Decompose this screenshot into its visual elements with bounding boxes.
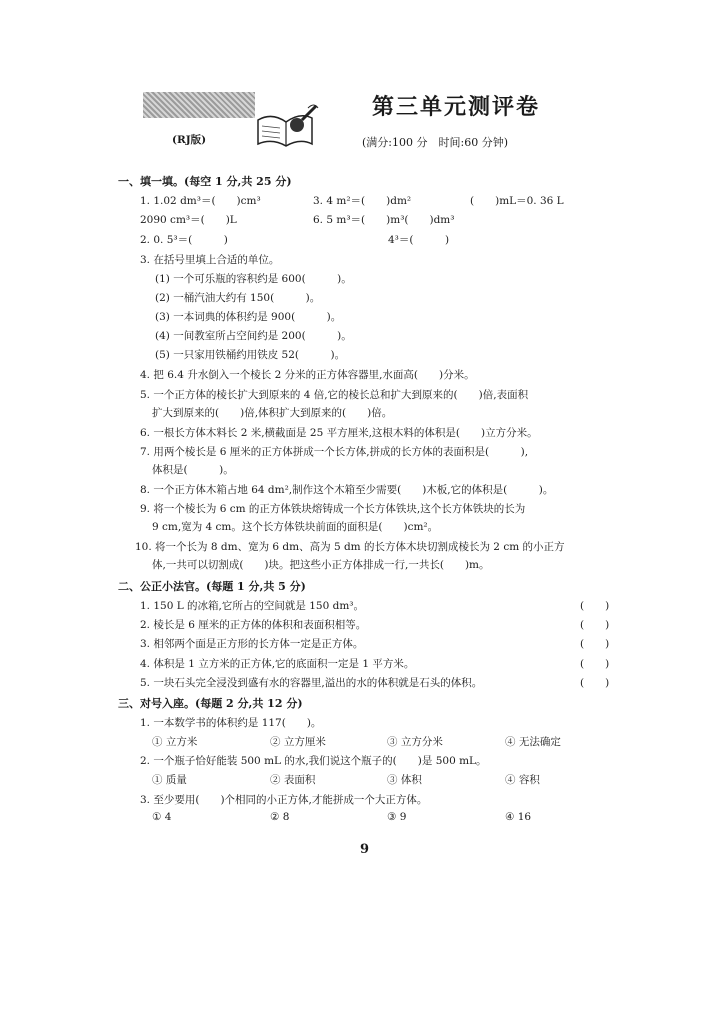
s1-q9a: 9. 将一个棱长为 6 cm 的正方体铁块熔铸成一个长方体铁块,这个长方体铁块的长为	[140, 503, 526, 515]
s2-answer-paren: ( )	[580, 600, 610, 612]
s1-q3-3: (3) 一本词典的体积约是 900( )。	[155, 311, 342, 323]
s2-item: 2. 棱长是 6 厘米的正方体的体积和表面积相等。	[140, 619, 367, 631]
s3-q2-option: ② 表面积	[270, 774, 316, 786]
s1-q2b: 4³＝( )	[388, 234, 450, 246]
section-2-heading: 二、公正小法官。(每题 1 分,共 5 分)	[118, 580, 306, 593]
s3-q2: 2. 一个瓶子恰好能装 500 mL 的水,我们说这个瓶子的( )是 500 mL。	[140, 755, 487, 767]
s1-q3: 3. 在括号里填上合适的单位。	[140, 254, 280, 266]
s1-q3-5: (5) 一只家用铁桶约用铁皮 52( )。	[155, 349, 346, 361]
s1-q3-4: (4) 一间教室所占空间约是 200( )。	[155, 330, 352, 342]
s3-q3-option: ② 8	[270, 811, 290, 823]
s1-q2a: 2. 0. 5³＝( )	[140, 234, 228, 246]
s1-q5b: 扩大到原来的( )倍,体积扩大到原来的( )倍。	[152, 407, 393, 419]
score-time-info: (满分:100 分 时间:60 分钟)	[362, 136, 508, 149]
s3-q1-option: ③ 立方分米	[387, 736, 443, 748]
s3-q1: 1. 一本数学书的体积约是 117( )。	[140, 717, 322, 729]
s2-answer-paren: ( )	[580, 658, 610, 670]
s3-q3-option: ① 4	[152, 811, 172, 823]
s1-q10a: 10. 将一个长为 8 dm、宽为 6 dm、高为 5 dm 的长方体木块切割成棱长为 2 cm 的小正方	[135, 541, 565, 553]
s3-q1-option: ② 立方厘米	[270, 736, 326, 748]
s1-q7a: 7. 用两个棱长是 6 厘米的正方体拼成一个长方体,拼成的长方体的表面积是( ),	[140, 446, 529, 458]
s1-q1b: 3. 4 m²＝( )dm²	[313, 195, 412, 207]
s3-q3-option: ③ 9	[387, 811, 407, 823]
edition-label: (RJ版)	[172, 134, 207, 146]
s1-q1a: 1. 1.02 dm³＝( )cm³	[140, 195, 261, 207]
s2-answer-paren: ( )	[580, 619, 610, 631]
page-number: 9	[360, 842, 370, 857]
s2-answer-paren: ( )	[580, 677, 610, 689]
s1-q9b: 9 cm,宽为 4 cm。这个长方体铁块前面的面积是( )cm²。	[152, 521, 439, 533]
s1-q8: 8. 一个正方体木箱占地 64 dm²,制作这个木箱至少需要( )木板,它的体积是( )。	[140, 484, 554, 496]
s1-q3-1: (1) 一个可乐瓶的容积约是 600( )。	[155, 273, 352, 285]
s2-item: 1. 150 L 的冰箱,它所占的空间就是 150 dm³。	[140, 600, 364, 612]
s1-q10b: 体,一共可以切割成( )块。把这些小正方体排成一行,一共长( )m。	[152, 559, 490, 571]
section-3-heading: 三、对号入座。(每题 2 分,共 12 分)	[118, 697, 303, 710]
s2-item: 4. 体积是 1 立方米的正方体,它的底面积一定是 1 平方米。	[140, 658, 415, 670]
s3-q2-option: ③ 体积	[387, 774, 422, 786]
s3-q3-option: ④ 16	[505, 811, 532, 823]
s1-q1e: 6. 5 m³＝( )m³( )dm³	[313, 214, 455, 226]
s2-item: 5. 一块石头完全浸没到盛有水的容器里,溢出的水的体积就是石头的体积。	[140, 677, 483, 689]
s1-q7b: 体积是( )。	[152, 464, 234, 476]
s1-q6: 6. 一根长方体木料长 2 米,横截面是 25 平方厘米,这根木料的体积是( )立方分米。	[140, 427, 538, 439]
s3-q1-option: ① 立方米	[152, 736, 198, 748]
page-title: 第三单元测评卷	[372, 94, 541, 120]
s3-q2-option: ① 质量	[152, 774, 187, 786]
s3-q1-option: ④ 无法确定	[505, 736, 561, 748]
book-and-magnifier-illustration	[252, 100, 322, 150]
s1-q5a: 5. 一个正方体的棱长扩大到原来的 4 倍,它的棱长总和扩大到原来的( )倍,表面积	[140, 389, 529, 401]
s1-q1c: ( )mL＝0. 36 L	[470, 195, 564, 207]
s2-item: 3. 相邻两个面是正方形的长方体一定是正方体。	[140, 638, 364, 650]
s3-q2-option: ④ 容积	[505, 774, 540, 786]
section-1-heading: 一、填一填。(每空 1 分,共 25 分)	[118, 175, 292, 188]
s1-q1d: 2090 cm³＝( )L	[140, 214, 237, 226]
scribbled-stamp	[143, 92, 255, 118]
s3-q3: 3. 至少要用( )个相同的小正方体,才能拼成一个大正方体。	[140, 794, 428, 806]
s2-answer-paren: ( )	[580, 638, 610, 650]
s1-q3-2: (2) 一桶汽油大约有 150( )。	[155, 292, 321, 304]
s1-q4: 4. 把 6.4 升水倒入一个棱长 2 分米的正方体容器里,水面高( )分米。	[140, 369, 475, 381]
